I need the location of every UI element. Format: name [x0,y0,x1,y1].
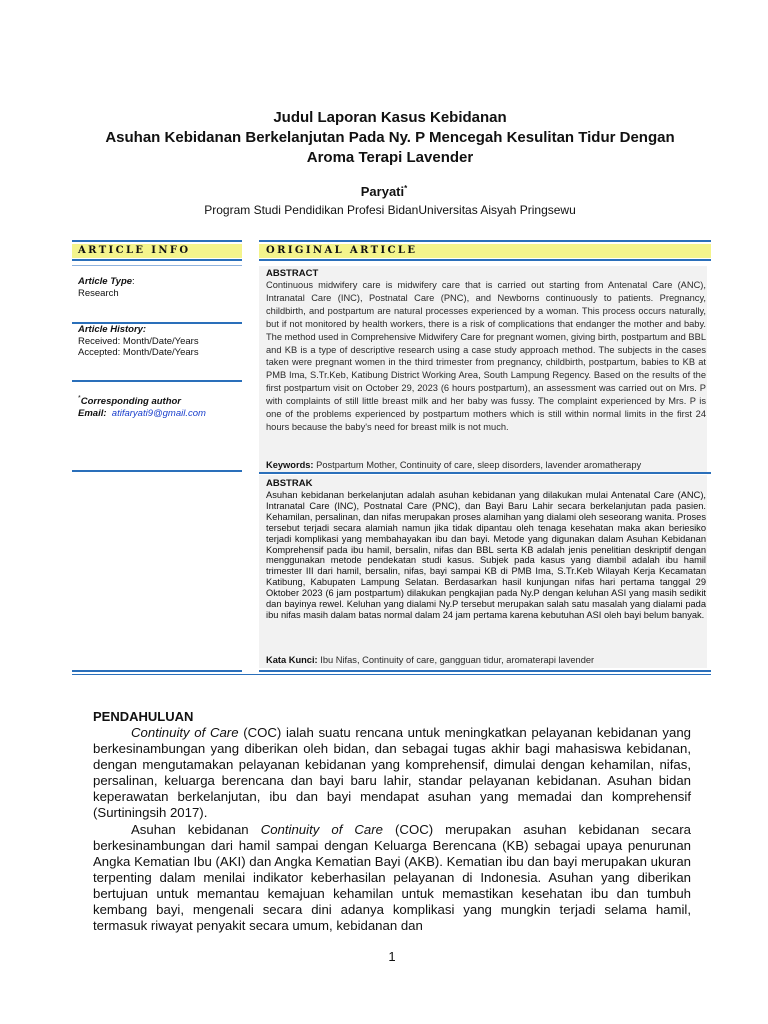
intro-p1-text: (COC) ialah suatu rencana untuk meningkatkan pelayanan kebidanan yang berkesinambungan yang diberikan oleh bidan, dan sebagai tugas akhir bagi mahasiswa kebidanan, dengan mengutamakan pelayanan kebidanan yang komprehensif, dimulai dengan kehamilan, nifas, persalinan, keluarga berencana dan bayi baru lahir, standar pelayanan kebidanan. Asuhan bidan keperawatan berkelanjutan, ibu dan bayi mendapat asuhan yang memadai dan komprehensif (Surtiningsih 2017). [93,725,691,821]
article-type-colon: : [132,276,135,287]
abstract-heading: ABSTRACT [266,268,319,279]
original-article-header: ORIGINAL ARTICLE [266,245,418,256]
info-divider-1 [72,265,242,266]
intro-paragraph-2 [93,822,691,935]
header-top-rule-left [72,240,242,242]
article-title-line-1: Asuhan Kebidanan Berkelanjutan Pada Ny. P Mencegah Kesulitan Tidur Dengan [105,129,675,146]
kata-kunci-value: Ibu Nifas, Continuity of care, gangguan tidur, aromaterapi lavender [320,655,595,665]
intro-p2-text: (COC) merupakan asuhan kebidanan secara berkesinambungan dari hamil sampai dengan Keluarga Berencana (KB) sebagai upaya penurunan Angka Kematian Ibu (AKI) dan Angka Kematian Bayi (AKB). Kematian ibu dan bayi merupakan ukuran terpenting dalam menilai indikator keberhasilan pelayanan di Indonesia. Asuhan yang diberikan bertujuan untuk memantau kemajuan kehamilan untuk memastikan kesehatan ibu dan tumbuh kembang bayi, mengenali secara dini adanya komplikasi yang mungkin terjadi selama hamil, termasuk riwayat penyakit secara umum, kebidanan dan [93,821,691,934]
article-history-label: Article History: [78,324,147,335]
intro-paragraph-1 [93,725,691,822]
article-type-value: Research [78,287,119,299]
kata-kunci-label: Kata Kunci: [266,655,318,665]
corresponding-mark: * [78,395,81,402]
article-info-header: ARTICLE INFO [78,245,191,256]
title-block [60,108,720,168]
article-title-line-2: Aroma Terapi Lavender [306,149,474,166]
keywords [266,460,641,470]
abstrak-text: Asuhan kebidanan berkelanjutan adalah asuhan kebidanan yang dilakukan mulai Antenatal Care (ANC), Intranatal Care (INC), Postnatal Care (PNC), dan Bayi Baru Lahir secara berkelanjutan pada pasien. Kehamilan, persalinan, dan nifas merupakan proses alamihan yang dialami oleh seseorang wanita. Proses tersebut terjadi secara alamiah namun jika tidak dipantau oleh tenaga kesehatan maka akan beriesiko terjadi komplikasi yang membahayakan ibu dan bayi. Metode yang digunakan dalam Asuhan Kebidanan Komprehensif pada ibu hamil, bersalin, nifas dan BBL serta KB adalah jenis penelitian deskriptif dengan menggunakan metode pendekatan studi kasus. Subjek pada kasus yang diambil adalah ibu hamil trimester III dari hamil, bersalin, nifas, bayi sampai KB di PMB Ima, S.Tr.Keb Wilayah Kerja Kecamatan Katibung, Kabupaten Lampung Selatan. Berdasarkan hasil kunjungan nifas hari pertama tanggal 29 Oktober 2023 (6 jam postpartum) dilakukan pengkajian pada Ny.P dengan keluhan ASI yang masih sedikit dan bayinya rewel. Keluhan yang dialami Ny.P tersebut merupakan salah satu masalah yang dialami pada ibu nifas masih dalam batas normal dalam 24 jam pertama karena kebutuhan ASI oleh bayi belum banyak. [266,490,706,620]
affiliation: Program Studi Pendidikan Profesi BidanUniversitas Aisyah Pringsewu [204,203,576,217]
corresponding-author-label: Corresponding author [80,396,182,408]
kata-kunci [266,655,594,665]
intro-p2-start: Asuhan kebidanan [131,821,261,837]
report-title: Judul Laporan Kasus Kebidanan [273,109,507,126]
email-label: Email: [78,407,107,419]
page-number: 1 [388,949,396,964]
header-top-rule-right [259,240,711,242]
accepted-date: Accepted: Month/Date/Years [78,347,199,358]
intro-p2-italic: Continuity of Care [260,821,383,837]
section-heading-pendahuluan: PENDAHULUAN [93,709,194,724]
email-link[interactable]: atifaryati9@gmail.com [111,407,206,419]
bottom-rule-full [72,674,711,675]
abstrak-heading: ABSTRAK [266,478,313,489]
header-bottom-rule-right [259,259,711,261]
article-type-label: Article Type [78,276,133,287]
corresponding-author [78,393,206,419]
keywords-value: Postpartum Mother, Continuity of care, sleep disorders, lavender aromatherapy [316,460,642,470]
keywords-label: Keywords: [266,460,314,470]
info-divider-4 [72,470,242,472]
abstract-divider [259,472,711,474]
header-bottom-rule-left [72,259,242,261]
received-date: Received: Month/Date/Years [78,335,199,347]
bottom-rule-left [72,670,242,672]
article-type [78,276,135,299]
bottom-rule-right [259,670,711,672]
author [0,184,768,199]
article-history [78,324,199,359]
intro-p1-italic: Continuity of Care [131,725,239,740]
introduction-body [93,725,691,934]
author-mark: * [404,184,408,193]
author-name: Paryati [360,184,405,199]
abstract-text: Continuous midwifery care is midwifery care that is carried out starting from Antenatal Care (ANC), Intranatal Care (INC), Postnatal Care (PNC), and Newborns continuously to patients. Pregnancy, childbirth, and postpartum are natural processes experienced by a woman. This process occurs naturally, but if not monitored by health workers, there is a risk of complications that endanger the mother and baby. The method used in Comprehensive Midwifery Care for pregnant women, giving birth, postpartum and BBL and KB is a type of descriptive research using a case study approach method. The subjects in the cases taken were pregnant women in the third trimester from pregnancy, childbirth, postpartum, babies to KB at PMB Ima, S.Tr.Keb, Katibung District Working Area, South Lampung Regency. Based on the results of the first postpartum visit on October 29, 2023 (6 hours postpartum), an assessment was carried out on Mrs. P with complaints of still little breast milk and her baby was fussy. The complaint experienced by Mrs. P is one of the problems experienced by postpartum mothers which is still within normal limits in the first 24 hours because the baby's need for breast milk is not much. [266,280,706,432]
info-divider-3 [72,380,242,382]
